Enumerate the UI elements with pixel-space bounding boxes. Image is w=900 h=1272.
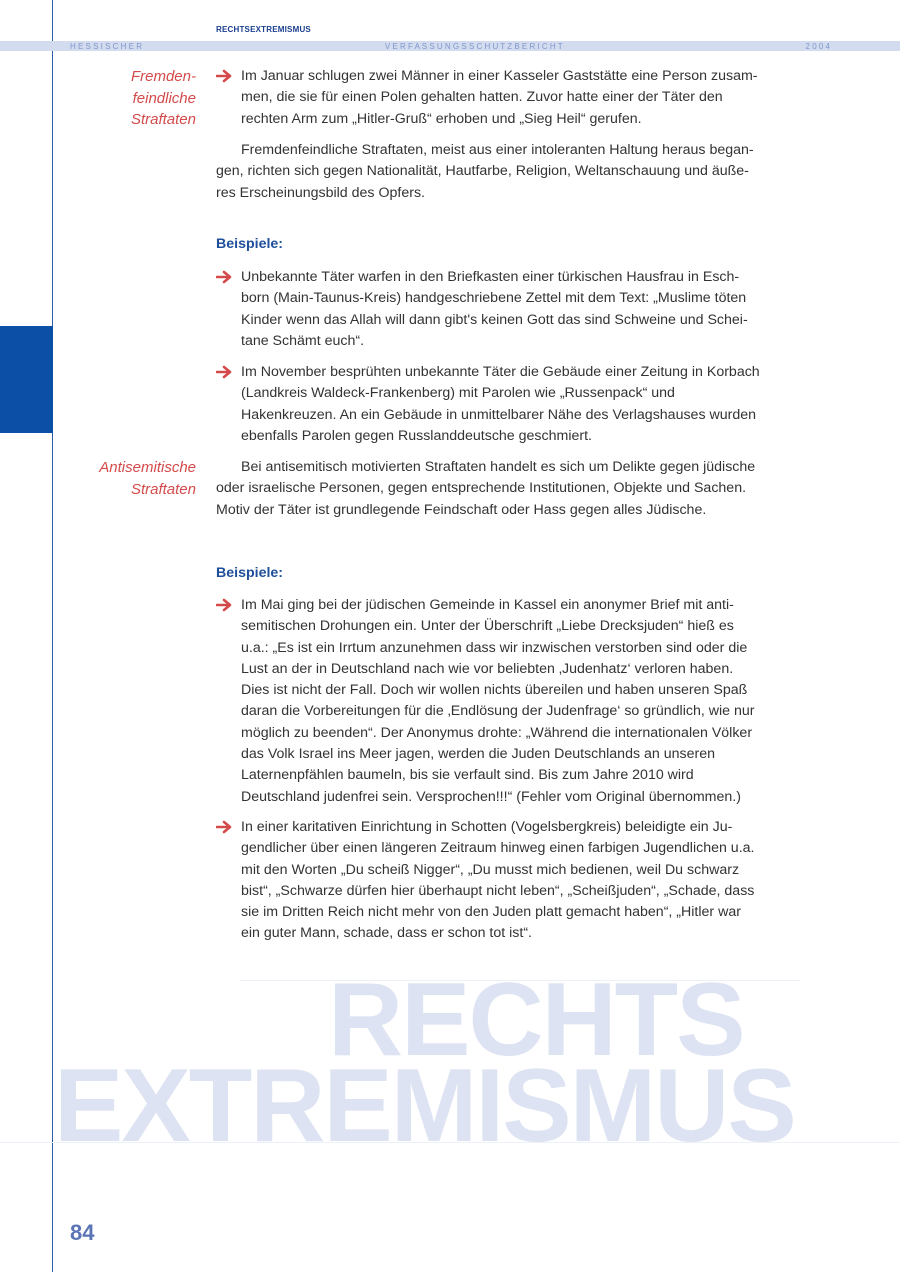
chapter-tab [0, 326, 53, 433]
watermark-rechts: RECHTS [328, 962, 744, 1078]
list-item [216, 362, 762, 447]
section-heading-beispiele: Beispiele: [216, 236, 284, 252]
page-margin-rule [52, 0, 53, 1272]
arrow-right-icon [216, 365, 234, 379]
list-item [216, 66, 762, 130]
margin-label-antisemitische-straftaten: Antisemitische Straftaten [99, 459, 196, 498]
watermark-extremismus: EXTREMISMUS [54, 1048, 795, 1164]
list-item-text: Im Mai ging bei der jüdischen Gemeinde in Kassel ein anonymer Brief mit antisemitischen Drohungen ein. Unter der Überschrift „Liebe Drecksjuden“ hieß es u.a.: „Es ist ein Irrtum anzunehmen dass wir inzwischen verstorben sind oder die Lust an der in Deutschland nach wie vor beliebten ‚Judenhatz‘ verloren haben. Dies ist nicht der Fall. Doch wir wollen nichts übereilen und haben unseren Spaß daran die Vorbereitungen für die ‚Endlösung der Judenfrage‘ so gründlich, wie nur möglich zu beenden“. Der Anonymus drohte: „Während die internationalen Völker das Volk Israel ins Meer jagen, werden die Juden Deutschlands an unseren Laternenpfählen baumeln, bis sie verfault sind. Bis zum Jahre 2010 wird Deutschland judenfrei sein. Versprochen!!!“ (Fehler vom Original übernommen.) [241, 597, 755, 805]
section-heading-beispiele: Beispiele: [216, 565, 284, 581]
list-item-text: Unbekannte Täter warfen in den Briefkasten einer türkischen Hausfrau in Eschborn (Main-Taunus-Kreis) handgeschriebene Zettel mit dem Text: „Muslime töten Kinder wenn das Allah will dann gibt's keinen Gott das sind Schweine und Scheitane Schämt euch“. [241, 269, 748, 349]
header-word-year: 2 0 0 4 [805, 41, 830, 51]
list-item-text: Im November besprühten unbekannte Täter die Gebäude einer Zeitung in Korbach (Landkreis Waldeck-Frankenberg) mit Parolen wie „Russenpack“ und Hakenkreuzen. An ein Gebäude in unmittelbarer Nähe des Verlagshauses wurden ebenfalls Parolen gegen Russlanddeutsche geschmiert. [241, 364, 760, 444]
header-word-hessischer: H E S S I S C H E R [70, 41, 143, 51]
arrow-right-icon [216, 270, 234, 284]
header-word-verfassungsschutzbericht: V E R F A S S U N G S S C H U T Z B E R I C H T [384, 41, 563, 51]
page-number: 84 [70, 1220, 95, 1245]
margin-label-fremdenfeindliche-straftaten: Fremden- feindliche Straftaten [130, 68, 196, 128]
paragraph-antisemitische: Bei antisemitisch motivierten Straftaten handelt es sich um Delikte gegen jüdische oder israelische Personen, gegen entsprechende Institutionen, Objekte und Sachen. Motiv der Täter ist grundlegende Feindschaft oder Hass gegen alles Jüdische. [216, 459, 756, 518]
header-band [0, 41, 900, 51]
list-item [216, 817, 762, 945]
paragraph-fremdenfeindliche: Fremdenfeindliche Straftaten, meist aus einer intoleranten Haltung heraus begangen, richten sich gegen Nationalität, Hautfarbe, Religion, Weltanschauung und äußeres Erscheinungsbild des Opfers. [216, 142, 754, 201]
header-band-text [70, 41, 830, 51]
list-item-text: Im Januar schlugen zwei Männer in einer Kasseler Gaststätte eine Person zusammen, die sie für einen Polen gehalten hatten. Zuvor hatte einer der Täter den rechten Arm zum „Hitler-Gruß“ erhoben und „Sieg Heil“ gerufen. [241, 68, 758, 127]
arrow-right-icon [216, 598, 234, 612]
arrow-right-icon [216, 69, 234, 83]
section-label: RECHTSEXTREMISMUS [216, 25, 311, 34]
arrow-right-icon [216, 820, 234, 834]
list-item [216, 595, 762, 808]
list-item-text: In einer karitativen Einrichtung in Schotten (Vogelsbergkreis) beleidigte ein Jugendlicher über einen längeren Zeitraum hinweg einen farbigen Jugendlichen u.a. mit den Worten „Du scheiß Nigger“, „Du musst mich bedienen, weil Du schwarz bist“, „Schwarze dürfen hier überhaupt nicht leben“, „Scheißjuden“, „Schade, dass sie im Dritten Reich nicht mehr von den Juden platt gemacht haben“, „Hitler war ein guter Mann, schade, dass er schon tot ist“. [241, 819, 755, 942]
list-item [216, 267, 762, 352]
